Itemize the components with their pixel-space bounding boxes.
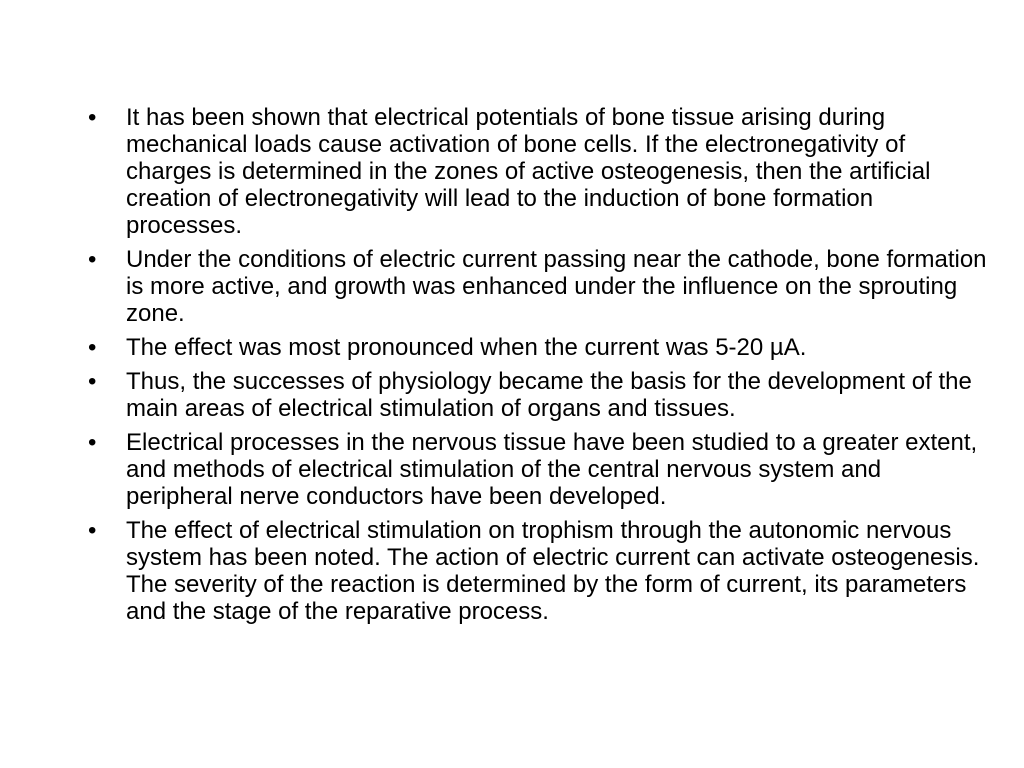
bullet-text: Thus, the successes of physiology became the basis for the development of the main areas of electrical stimulation of organs and tissues. (126, 368, 972, 422)
bullet-marker: • (88, 368, 97, 395)
bullet-marker: • (88, 429, 97, 456)
bullet-item-6 (88, 517, 988, 625)
bullet-item-4 (88, 368, 988, 422)
bullet-item-3 (88, 334, 988, 361)
bullet-marker: • (88, 517, 97, 544)
bullet-item-2 (88, 246, 988, 327)
bullet-text: Under the conditions of electric current passing near the cathode, bone formation is more active, and growth was enhanced under the influence on the sprouting zone. (126, 246, 987, 327)
bullet-marker: • (88, 104, 97, 131)
bullet-item-1 (88, 104, 988, 239)
bullet-item-5 (88, 429, 988, 510)
bullet-marker: • (88, 334, 97, 361)
bullet-text: The effect was most pronounced when the current was 5-20 µA. (126, 334, 807, 361)
bullet-text: It has been shown that electrical potentials of bone tissue arising during mechanical loads cause activation of bone cells. If the electronegativity of charges is determined in the zones of active osteogenesis, then the artificial creation of electronegativity will lead to the induction of bone formation processes. (126, 104, 931, 239)
bullet-marker: • (88, 246, 97, 273)
bullet-list (88, 104, 988, 632)
bullet-text: The effect of electrical stimulation on trophism through the autonomic nervous system has been noted. The action of electric current can activate osteogenesis. The severity of the reaction is determined by the form of current, its parameters and the stage of the reparative process. (126, 517, 980, 625)
bullet-text: Electrical processes in the nervous tissue have been studied to a greater extent, and methods of electrical stimulation of the central nervous system and peripheral nerve conductors have been developed. (126, 429, 978, 510)
